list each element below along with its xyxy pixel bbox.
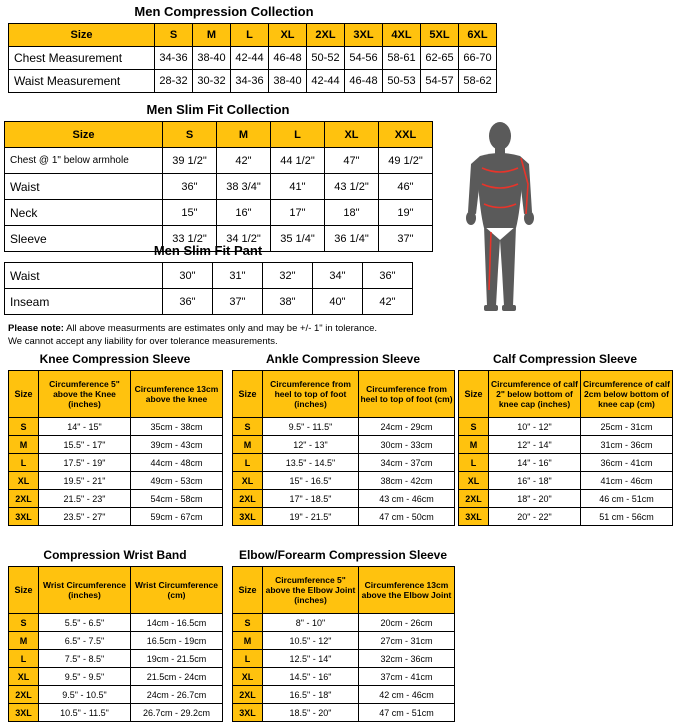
table-row: [9, 371, 223, 418]
size-cell: 3XL: [233, 508, 263, 526]
table-cell: 39cm - 43cm: [131, 436, 223, 454]
table-row: [9, 418, 223, 436]
table-cell: 18": [325, 200, 379, 226]
row-label: Waist: [5, 174, 163, 200]
table-cell: 46 cm - 51cm: [581, 490, 673, 508]
table-cell: 49 1/2": [379, 148, 433, 174]
table-cell: 58-62: [459, 70, 497, 93]
size-cell: 3XL: [9, 704, 39, 722]
table-row: [9, 472, 223, 490]
men-slim-fit-title: Men Slim Fit Collection: [146, 102, 290, 117]
table-cell: 19.5" - 21": [39, 472, 131, 490]
tolerance-note: [8, 322, 448, 348]
row-label: Waist: [5, 263, 163, 289]
knee-sleeve-block: [8, 352, 222, 526]
table-cell: 36cm - 41cm: [581, 454, 673, 472]
table-row: [233, 472, 455, 490]
column-header: 6XL: [459, 24, 497, 47]
table-cell: 17" - 18.5": [263, 490, 359, 508]
table-cell: 41": [271, 174, 325, 200]
calf-sleeve-block: [458, 352, 672, 526]
column-header: XL: [325, 122, 379, 148]
table-row: [9, 24, 497, 47]
table-cell: 24cm - 26.7cm: [131, 686, 223, 704]
table-row: [459, 436, 673, 454]
table-cell: 26.7cm - 29.2cm: [131, 704, 223, 722]
column-header: Size: [9, 567, 39, 614]
table-cell: 9.5" - 11.5": [263, 418, 359, 436]
note-line-1: All above measurments are estimates only and may be +/- 1" in tolerance.: [63, 323, 378, 334]
table-cell: 39 1/2": [163, 148, 217, 174]
table-cell: 18.5" - 20": [263, 704, 359, 722]
size-cell: XL: [9, 668, 39, 686]
size-cell: L: [9, 650, 39, 668]
table-cell: 33 1/2": [163, 226, 217, 252]
table-row: [233, 371, 455, 418]
column-header: 4XL: [383, 24, 421, 47]
table-cell: 16.5" - 18": [263, 686, 359, 704]
size-cell: 2XL: [233, 686, 263, 704]
table-cell: 13.5" - 14.5": [263, 454, 359, 472]
table-cell: 46": [379, 174, 433, 200]
size-cell: L: [459, 454, 489, 472]
table-cell: 19" - 21.5": [263, 508, 359, 526]
table-cell: 14" - 15": [39, 418, 131, 436]
column-header: Size: [9, 24, 155, 47]
size-cell: XL: [9, 472, 39, 490]
table-row: [9, 632, 223, 650]
table-cell: 49cm - 53cm: [131, 472, 223, 490]
table-cell: 46-48: [345, 70, 383, 93]
size-cell: M: [233, 632, 263, 650]
table-row: [9, 686, 223, 704]
table-cell: 38cm - 42cm: [359, 472, 455, 490]
table-cell: 10" - 12": [489, 418, 581, 436]
size-cell: S: [9, 418, 39, 436]
size-cell: 2XL: [9, 686, 39, 704]
table-cell: 15" - 16.5": [263, 472, 359, 490]
table-cell: 50-52: [307, 47, 345, 70]
table-cell: 16": [217, 200, 271, 226]
column-header: Circumference 13cm above the knee: [131, 371, 223, 418]
size-cell: L: [233, 454, 263, 472]
column-header: Size: [9, 371, 39, 418]
column-header: M: [217, 122, 271, 148]
table-row: [5, 174, 433, 200]
table-cell: 21.5" - 23": [39, 490, 131, 508]
male-body-measurement-figure: [440, 120, 560, 320]
table-row: [459, 490, 673, 508]
men-slim-fit-table: [4, 121, 433, 252]
elbow-sleeve-block: [232, 548, 454, 722]
table-cell: 21.5cm - 24cm: [131, 668, 223, 686]
column-header: Size: [459, 371, 489, 418]
table-cell: 9.5" - 9.5": [39, 668, 131, 686]
column-header: Wrist Circumference (inches): [39, 567, 131, 614]
calf-sleeve-title: Calf Compression Sleeve: [492, 352, 638, 366]
table-cell: 32cm - 36cm: [359, 650, 455, 668]
size-cell: XL: [233, 668, 263, 686]
size-cell: M: [233, 436, 263, 454]
knee-sleeve-table: [8, 370, 223, 526]
table-cell: 36": [163, 174, 217, 200]
table-row: [233, 508, 455, 526]
column-header: Size: [5, 122, 163, 148]
table-row: [9, 668, 223, 686]
column-header: L: [271, 122, 325, 148]
table-cell: 50-53: [383, 70, 421, 93]
column-header: Circumference of calf 2cm below bottom of knee cap (cm): [581, 371, 673, 418]
table-cell: 10.5" - 11.5": [39, 704, 131, 722]
table-cell: 36 1/4": [325, 226, 379, 252]
size-cell: M: [459, 436, 489, 454]
table-row: [5, 289, 413, 315]
table-cell: 42 cm - 46cm: [359, 686, 455, 704]
table-cell: 15": [163, 200, 217, 226]
table-cell: 38 3/4": [217, 174, 271, 200]
table-cell: 47 cm - 51cm: [359, 704, 455, 722]
table-cell: 14.5" - 16": [263, 668, 359, 686]
elbow-sleeve-title: Elbow/Forearm Compression Sleeve: [238, 548, 448, 562]
calf-sleeve-table: [458, 370, 673, 526]
table-row: [9, 508, 223, 526]
table-cell: 59cm - 67cm: [131, 508, 223, 526]
table-cell: 43 1/2": [325, 174, 379, 200]
table-row: [233, 686, 455, 704]
table-row: [9, 70, 497, 93]
table-cell: 20" - 22": [489, 508, 581, 526]
size-cell: 2XL: [233, 490, 263, 508]
size-cell: 3XL: [459, 508, 489, 526]
table-cell: 40": [313, 289, 363, 315]
table-row: [459, 508, 673, 526]
table-row: [5, 263, 413, 289]
column-header: S: [163, 122, 217, 148]
table-row: [233, 418, 455, 436]
size-cell: XL: [233, 472, 263, 490]
wrist-band-title: Compression Wrist Band: [43, 548, 187, 562]
size-cell: S: [233, 614, 263, 632]
table-cell: 27cm - 31cm: [359, 632, 455, 650]
table-cell: 17": [271, 200, 325, 226]
size-cell: 3XL: [9, 508, 39, 526]
men-compression-table: [8, 23, 497, 93]
table-cell: 8" - 10": [263, 614, 359, 632]
table-cell: 42": [217, 148, 271, 174]
table-cell: 5.5" - 6.5": [39, 614, 131, 632]
men-slim-fit-block: [4, 102, 432, 252]
column-header: XL: [269, 24, 307, 47]
column-header: Circumference 5" above the Elbow Joint (inches): [263, 567, 359, 614]
size-cell: L: [233, 650, 263, 668]
table-cell: 14" - 16": [489, 454, 581, 472]
column-header: S: [155, 24, 193, 47]
table-row: [459, 472, 673, 490]
table-row: [459, 371, 673, 418]
note-lead: Please note:: [8, 323, 64, 334]
column-header: Wrist Circumference (cm): [131, 567, 223, 614]
table-row: [9, 490, 223, 508]
table-cell: 25cm - 31cm: [581, 418, 673, 436]
table-cell: 14cm - 16.5cm: [131, 614, 223, 632]
table-row: [9, 436, 223, 454]
table-row: [5, 148, 433, 174]
table-cell: 35cm - 38cm: [131, 418, 223, 436]
table-cell: 31": [213, 263, 263, 289]
men-slim-pant-block: [4, 243, 412, 315]
table-row: [5, 200, 433, 226]
size-cell: M: [9, 436, 39, 454]
row-label: Sleeve: [5, 226, 163, 252]
table-cell: 41cm - 46cm: [581, 472, 673, 490]
column-header: L: [231, 24, 269, 47]
column-header: Size: [233, 567, 263, 614]
column-header: Circumference 5" above the Knee (inches): [39, 371, 131, 418]
table-cell: 32": [263, 263, 313, 289]
table-cell: 43 cm - 46cm: [359, 490, 455, 508]
knee-sleeve-title: Knee Compression Sleeve: [39, 352, 191, 366]
column-header: Size: [233, 371, 263, 418]
size-cell: 2XL: [459, 490, 489, 508]
table-cell: 31cm - 36cm: [581, 436, 673, 454]
row-label: Chest @ 1" below armhole: [5, 148, 163, 174]
row-label: Inseam: [5, 289, 163, 315]
table-cell: 47 cm - 50cm: [359, 508, 455, 526]
table-cell: 20cm - 26cm: [359, 614, 455, 632]
table-cell: 9.5" - 10.5": [39, 686, 131, 704]
table-cell: 16" - 18": [489, 472, 581, 490]
table-cell: 44 1/2": [271, 148, 325, 174]
table-cell: 19cm - 21.5cm: [131, 650, 223, 668]
table-cell: 18" - 20": [489, 490, 581, 508]
table-cell: 38": [263, 289, 313, 315]
table-row: [459, 418, 673, 436]
row-label: Neck: [5, 200, 163, 226]
table-cell: 62-65: [421, 47, 459, 70]
table-row: [9, 454, 223, 472]
table-cell: 51 cm - 56cm: [581, 508, 673, 526]
men-slim-pant-table: [4, 262, 413, 315]
table-row: [233, 650, 455, 668]
table-cell: 42-44: [231, 47, 269, 70]
table-row: [233, 490, 455, 508]
table-row: [5, 122, 433, 148]
note-line-2: We cannot accept any liability for over tolerance measurements.: [8, 336, 278, 347]
size-cell: S: [233, 418, 263, 436]
size-cell: S: [459, 418, 489, 436]
ankle-sleeve-block: [232, 352, 454, 526]
table-row: [459, 454, 673, 472]
table-cell: 66-70: [459, 47, 497, 70]
table-cell: 47": [325, 148, 379, 174]
table-cell: 36": [163, 289, 213, 315]
men-compression-title: Men Compression Collection: [134, 4, 314, 19]
table-cell: 12.5" - 14": [263, 650, 359, 668]
table-cell: 30": [163, 263, 213, 289]
table-cell: 46-48: [269, 47, 307, 70]
table-row: [233, 614, 455, 632]
table-cell: 38-40: [193, 47, 231, 70]
table-cell: 12" - 13": [263, 436, 359, 454]
column-header: 3XL: [345, 24, 383, 47]
column-header: 5XL: [421, 24, 459, 47]
table-cell: 38-40: [269, 70, 307, 93]
row-label: Waist Measurement: [9, 70, 155, 93]
table-cell: 54cm - 58cm: [131, 490, 223, 508]
table-row: [233, 704, 455, 722]
table-cell: 34-36: [231, 70, 269, 93]
table-row: [233, 567, 455, 614]
column-header: Circumference from heel to top of foot (inches): [263, 371, 359, 418]
table-cell: 34 1/2": [217, 226, 271, 252]
table-cell: 23.5" - 27": [39, 508, 131, 526]
elbow-sleeve-table: [232, 566, 455, 722]
table-row: [9, 650, 223, 668]
table-cell: 42-44: [307, 70, 345, 93]
wrist-band-block: [8, 548, 222, 722]
table-row: [233, 632, 455, 650]
table-row: [9, 614, 223, 632]
size-cell: 2XL: [9, 490, 39, 508]
size-cell: M: [9, 632, 39, 650]
table-cell: 6.5" - 7.5": [39, 632, 131, 650]
table-cell: 54-57: [421, 70, 459, 93]
table-row: [9, 47, 497, 70]
table-cell: 19": [379, 200, 433, 226]
ankle-sleeve-title: Ankle Compression Sleeve: [265, 352, 421, 366]
men-compression-block: [8, 4, 492, 93]
table-cell: 44cm - 48cm: [131, 454, 223, 472]
ankle-sleeve-table: [232, 370, 455, 526]
table-cell: 7.5" - 8.5": [39, 650, 131, 668]
size-cell: L: [9, 454, 39, 472]
wrist-band-table: [8, 566, 223, 722]
column-header: XXL: [379, 122, 433, 148]
table-cell: 36": [363, 263, 413, 289]
table-cell: 58-61: [383, 47, 421, 70]
size-cell: 3XL: [233, 704, 263, 722]
size-cell: S: [9, 614, 39, 632]
table-cell: 24cm - 29cm: [359, 418, 455, 436]
table-row: [9, 567, 223, 614]
table-cell: 15.5" - 17": [39, 436, 131, 454]
table-cell: 30-32: [193, 70, 231, 93]
body-figure: [440, 120, 560, 320]
column-header: Circumference 13cm above the Elbow Joint: [359, 567, 455, 614]
table-cell: 34-36: [155, 47, 193, 70]
size-cell: XL: [459, 472, 489, 490]
column-header: Circumference of calf 2" below bottom of knee cap (inches): [489, 371, 581, 418]
table-row: [9, 704, 223, 722]
table-cell: 37": [379, 226, 433, 252]
table-cell: 28-32: [155, 70, 193, 93]
table-cell: 30cm - 33cm: [359, 436, 455, 454]
table-cell: 10.5" - 12": [263, 632, 359, 650]
table-cell: 17.5" - 19": [39, 454, 131, 472]
table-cell: 16.5cm - 19cm: [131, 632, 223, 650]
column-header: Circumference from heel to top of foot (cm): [359, 371, 455, 418]
table-cell: 34cm - 37cm: [359, 454, 455, 472]
column-header: 2XL: [307, 24, 345, 47]
column-header: M: [193, 24, 231, 47]
table-cell: 12" - 14": [489, 436, 581, 454]
table-cell: 37cm - 41cm: [359, 668, 455, 686]
table-cell: 42": [363, 289, 413, 315]
table-cell: 37": [213, 289, 263, 315]
table-cell: 35 1/4": [271, 226, 325, 252]
table-row: [233, 454, 455, 472]
table-cell: 34": [313, 263, 363, 289]
table-cell: 54-56: [345, 47, 383, 70]
men-slim-pant-title: Men Slim Fit Pant: [153, 243, 263, 258]
row-label: Chest Measurement: [9, 47, 155, 70]
table-row: [233, 668, 455, 686]
table-row: [233, 436, 455, 454]
